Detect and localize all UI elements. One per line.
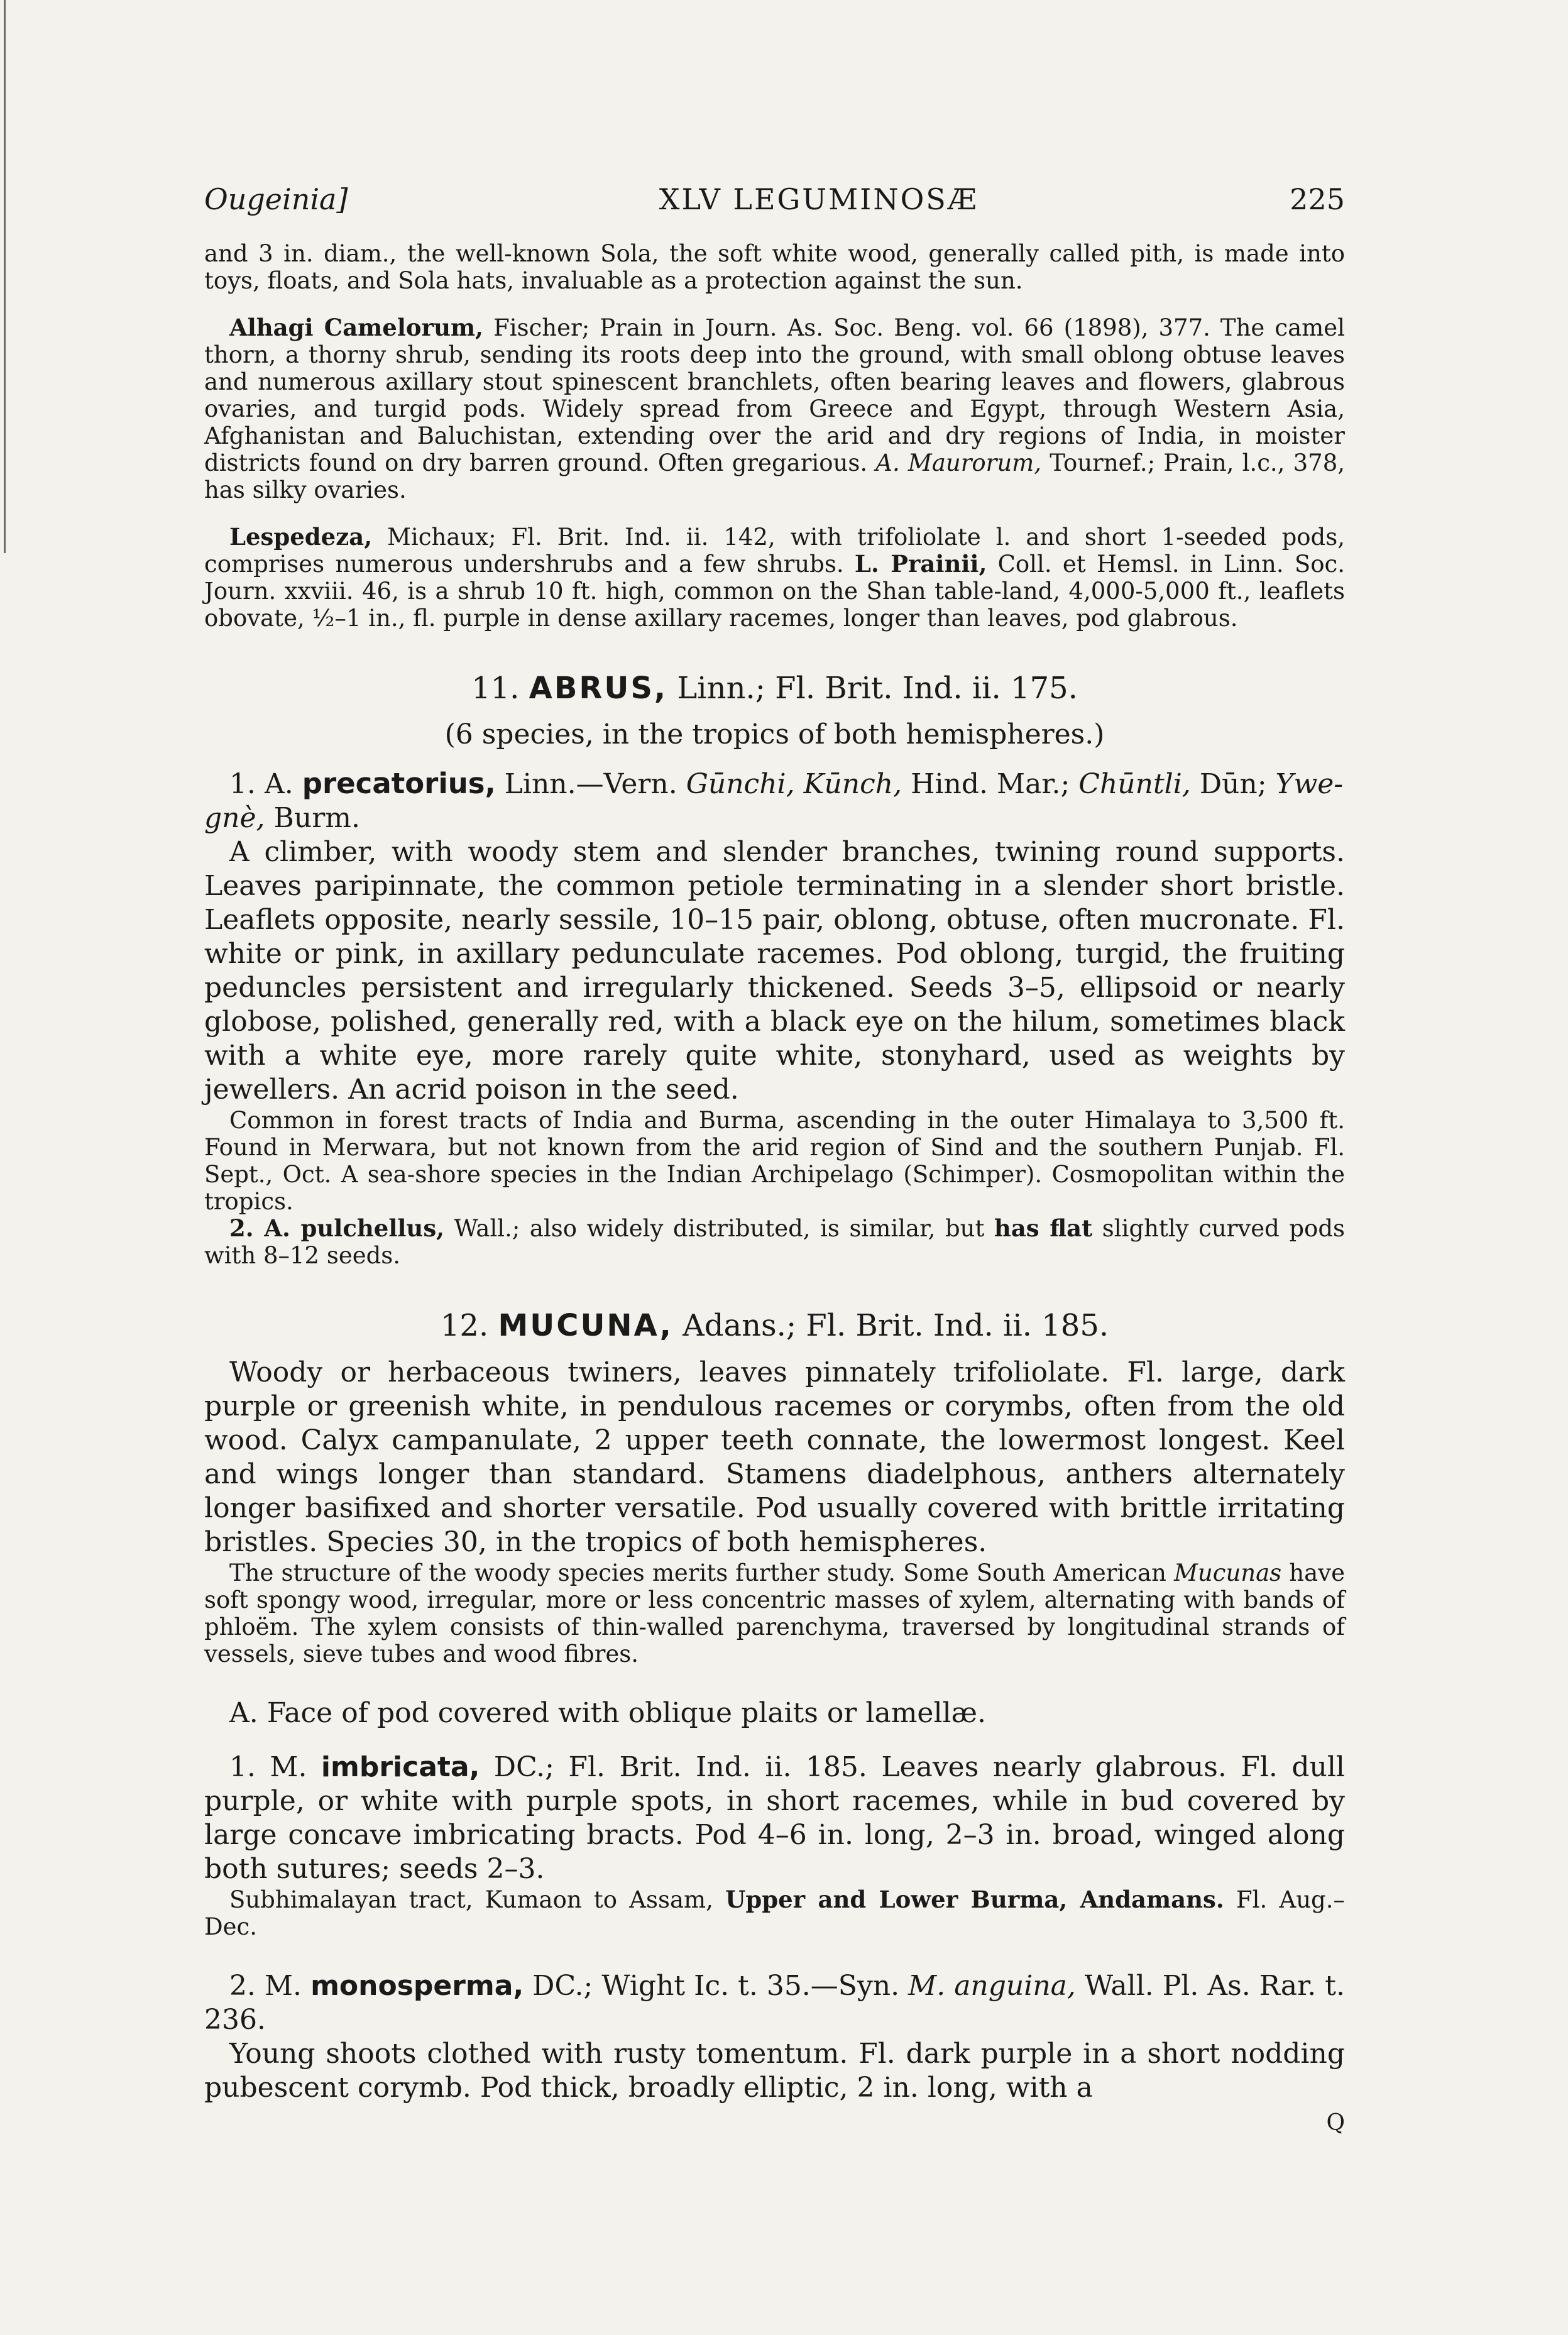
lespedeza-tail: Coll. et Hemsl. in Linn. Soc. Journ. xxviii. 46, is a shrub 10 ft. high, common on the Shan table-land, 4,000-5,000 ft., leaflets obovate, ½–1 in., fl. purple in dense axillary racemes, longer than leaves, pod glabrous.	[204, 551, 1345, 632]
genus-authority: Linn.; Fl. Brit. Ind. ii. 175.	[677, 671, 1078, 706]
sola-text: and 3 in. diam., the well-known Sola, the soft white wood, generally called pith, is made into toys, floats, and Sola hats, invaluable as a protection against the sun.	[204, 240, 1345, 294]
species-number: 2. M.	[229, 1970, 302, 2002]
structure-italic: Mucunas	[1174, 1559, 1282, 1586]
distribution-text: Subhimalayan tract, Kumaon to Assam,	[229, 1886, 726, 1913]
genus-structure-note	[204, 1559, 1345, 1667]
vernacular-tail: Dūn;	[1190, 768, 1276, 800]
synonym-name: M. anguina,	[908, 1970, 1076, 2002]
species-name: monosperma,	[310, 1970, 524, 2002]
alhagi-paragraph	[204, 314, 1345, 503]
vernacular-name: Chūntli,	[1078, 768, 1191, 800]
species-name: 2. A. pulchellus,	[229, 1214, 445, 1242]
species-note-pulchellus	[204, 1215, 1345, 1269]
genus-heading-abrus	[204, 671, 1345, 706]
page-number: 225	[1290, 182, 1345, 216]
sola-paragraph	[204, 240, 1345, 294]
page-content	[204, 182, 1346, 2136]
running-head-left: Ougeinia]	[204, 182, 348, 216]
running-head	[204, 182, 1345, 216]
alhagi-tail: Tournef.; Prain, l.c., 378, has silky ovaries.	[204, 449, 1346, 503]
vernacular-name: Gūnchi, Kūnch,	[686, 768, 902, 800]
note-text: Wall.; also widely distributed, is similar, but	[444, 1215, 994, 1242]
species-tail: Wall. Pl. As. Rar. t. 236.	[204, 1970, 1345, 2036]
genus-heading-mucuna	[204, 1308, 1345, 1343]
species-text: DC.; Fl. Brit. Ind. ii. 185. Leaves nearly glabrous. Fl. dull purple, or white with purple spots, in short racemes, while in bud covered by large concave imbricating bracts. Pod 4–6 in. long, 2–3 in. broad, winged along both sutures; seeds 2–3.	[204, 1751, 1345, 1885]
genus-name: ABRUS,	[529, 671, 668, 706]
species-description: A climber, with woody stem and slender branches, twining round supports. Leaves paripinnate, the common petiole terminating in a slender short bristle. Leaflets opposite, nearly sessile, 10–15 pair, oblong, obtuse, often mucronate. Fl. white or pink, in axillary pedunculate racemes. Pod oblong, turgid, the fruiting peduncles persistent and irregularly thickened. Seeds 3–5, ellipsoid or nearly globose, polished, generally red, with a black eye on the hilum, sometimes black with a white eye, more rarely quite white, stonyhard, used as weights by jewellers. An acrid poison in the seed.	[204, 836, 1345, 1106]
genus-number: 11.	[471, 671, 520, 706]
alhagi-maurorum: A. Maurorum,	[875, 449, 1042, 476]
alhagi-text: Fischer; Prain in Journ. As. Soc. Beng. vol. 66 (1898), 377. The camel thorn, a thorny shrub, sending its roots deep into the ground, with small oblong obtuse leaves and numerous axillary stout spinescent branchlets, often bearing leaves and flowers, glabrous ovaries, and turgid pods. Widely spread from Greece and Egypt, through Western Asia, Afghanistan and Baluchistan, extending over the arid and dry regions of India, in moister districts found on dry barren ground. Often gregarious.	[204, 314, 1345, 476]
genus-description: Woody or herbaceous twiners, leaves pinnately trifoliolate. Fl. large, dark purple or greenish white, in pendulous racemes or corymbs, often from the old wood. Calyx campanulate, 2 upper teeth connate, the lowermost longest. Keel and wings longer than standard. Stamens diadelphous, anthers alternately longer basifixed and shorter versatile. Pod usually covered with brittle irritating bristles. Species 30, in the tropics of both hemispheres.	[204, 1356, 1345, 1558]
note-emphasis: has flat	[994, 1214, 1093, 1242]
page-edge-shadow	[4, 0, 6, 553]
running-head-title: XLV LEGUMINOSÆ	[659, 182, 979, 216]
note-tail: slightly curved pods with 8–12 seeds.	[204, 1215, 1345, 1269]
structure-text: The structure of the woody species merits further study. Some South American	[229, 1559, 1175, 1586]
species-monosperma	[204, 1969, 1345, 2037]
genus-number: 12.	[440, 1308, 489, 1343]
lespedeza-text: Michaux; Fl. Brit. Ind. ii. 142, with trifoliolate l. and short 1-seeded pods, comprises numerous undershrubs and a few shrubs.	[204, 524, 1345, 578]
distribution-bold: Upper and Lower Burma, Andamans.	[725, 1886, 1224, 1913]
species-distribution	[204, 1886, 1345, 1940]
key-section-a: A. Face of pod covered with oblique plaits or lamellæ.	[229, 1697, 986, 1729]
genus-authority: Adans.; Fl. Brit. Ind. ii. 185.	[683, 1308, 1109, 1343]
species-heading-precatorius	[204, 767, 1345, 835]
alhagi-name: Alhagi Camelorum,	[229, 314, 484, 341]
species-imbricata	[204, 1750, 1345, 1886]
distribution-tail: Fl. Aug.–Dec.	[204, 1886, 1345, 1940]
signature-mark: Q	[1326, 2110, 1345, 2136]
genus-name: MUCUNA,	[498, 1308, 673, 1343]
structure-tail: have soft spongy wood, irregular, more or less concentric masses of xylem, alternating with bands of phloëm. The xylem consists of thin-walled parenchyma, traversed by longitudinal strands of vessels, sieve tubes and wood fibres.	[204, 1559, 1345, 1667]
species-authority: Linn.—Vern.	[495, 768, 686, 800]
species-text: DC.; Wight Ic. t. 35.—Syn.	[524, 1970, 909, 2002]
lespedeza-paragraph	[204, 524, 1345, 632]
species-name: imbricata,	[321, 1751, 480, 1783]
species-description: Young shoots clothed with rusty tomentum. Fl. dark purple in a short nodding pubescent corymb. Pod thick, broadly elliptic, 2 in. long, with a	[204, 2038, 1345, 2104]
lespedeza-name: Lespedeza,	[229, 523, 373, 551]
species-name: precatorius,	[302, 767, 496, 800]
vernacular-tail: Burm.	[265, 802, 360, 834]
species-distribution: Common in forest tracts of India and Burma, ascending in the outer Himalaya to 3,500 ft. Found in Merwara, but not known from the arid region of Sind and the southern Punjab. Fl. Sept., Oct. A sea-shore species in the Indian Archipelago (Schimper). Cosmopolitan within the tropics.	[204, 1107, 1345, 1215]
vernacular-tail: Hind. Mar.;	[902, 768, 1079, 800]
species-number: 1. M.	[229, 1751, 307, 1783]
species-number: 1. A.	[229, 768, 293, 800]
genus-species-count: (6 species, in the tropics of both hemispheres.)	[444, 718, 1105, 750]
vernacular-name: Ywe-gnè,	[204, 768, 1344, 834]
lespedeza-prainii: L. Prainii,	[854, 550, 987, 578]
